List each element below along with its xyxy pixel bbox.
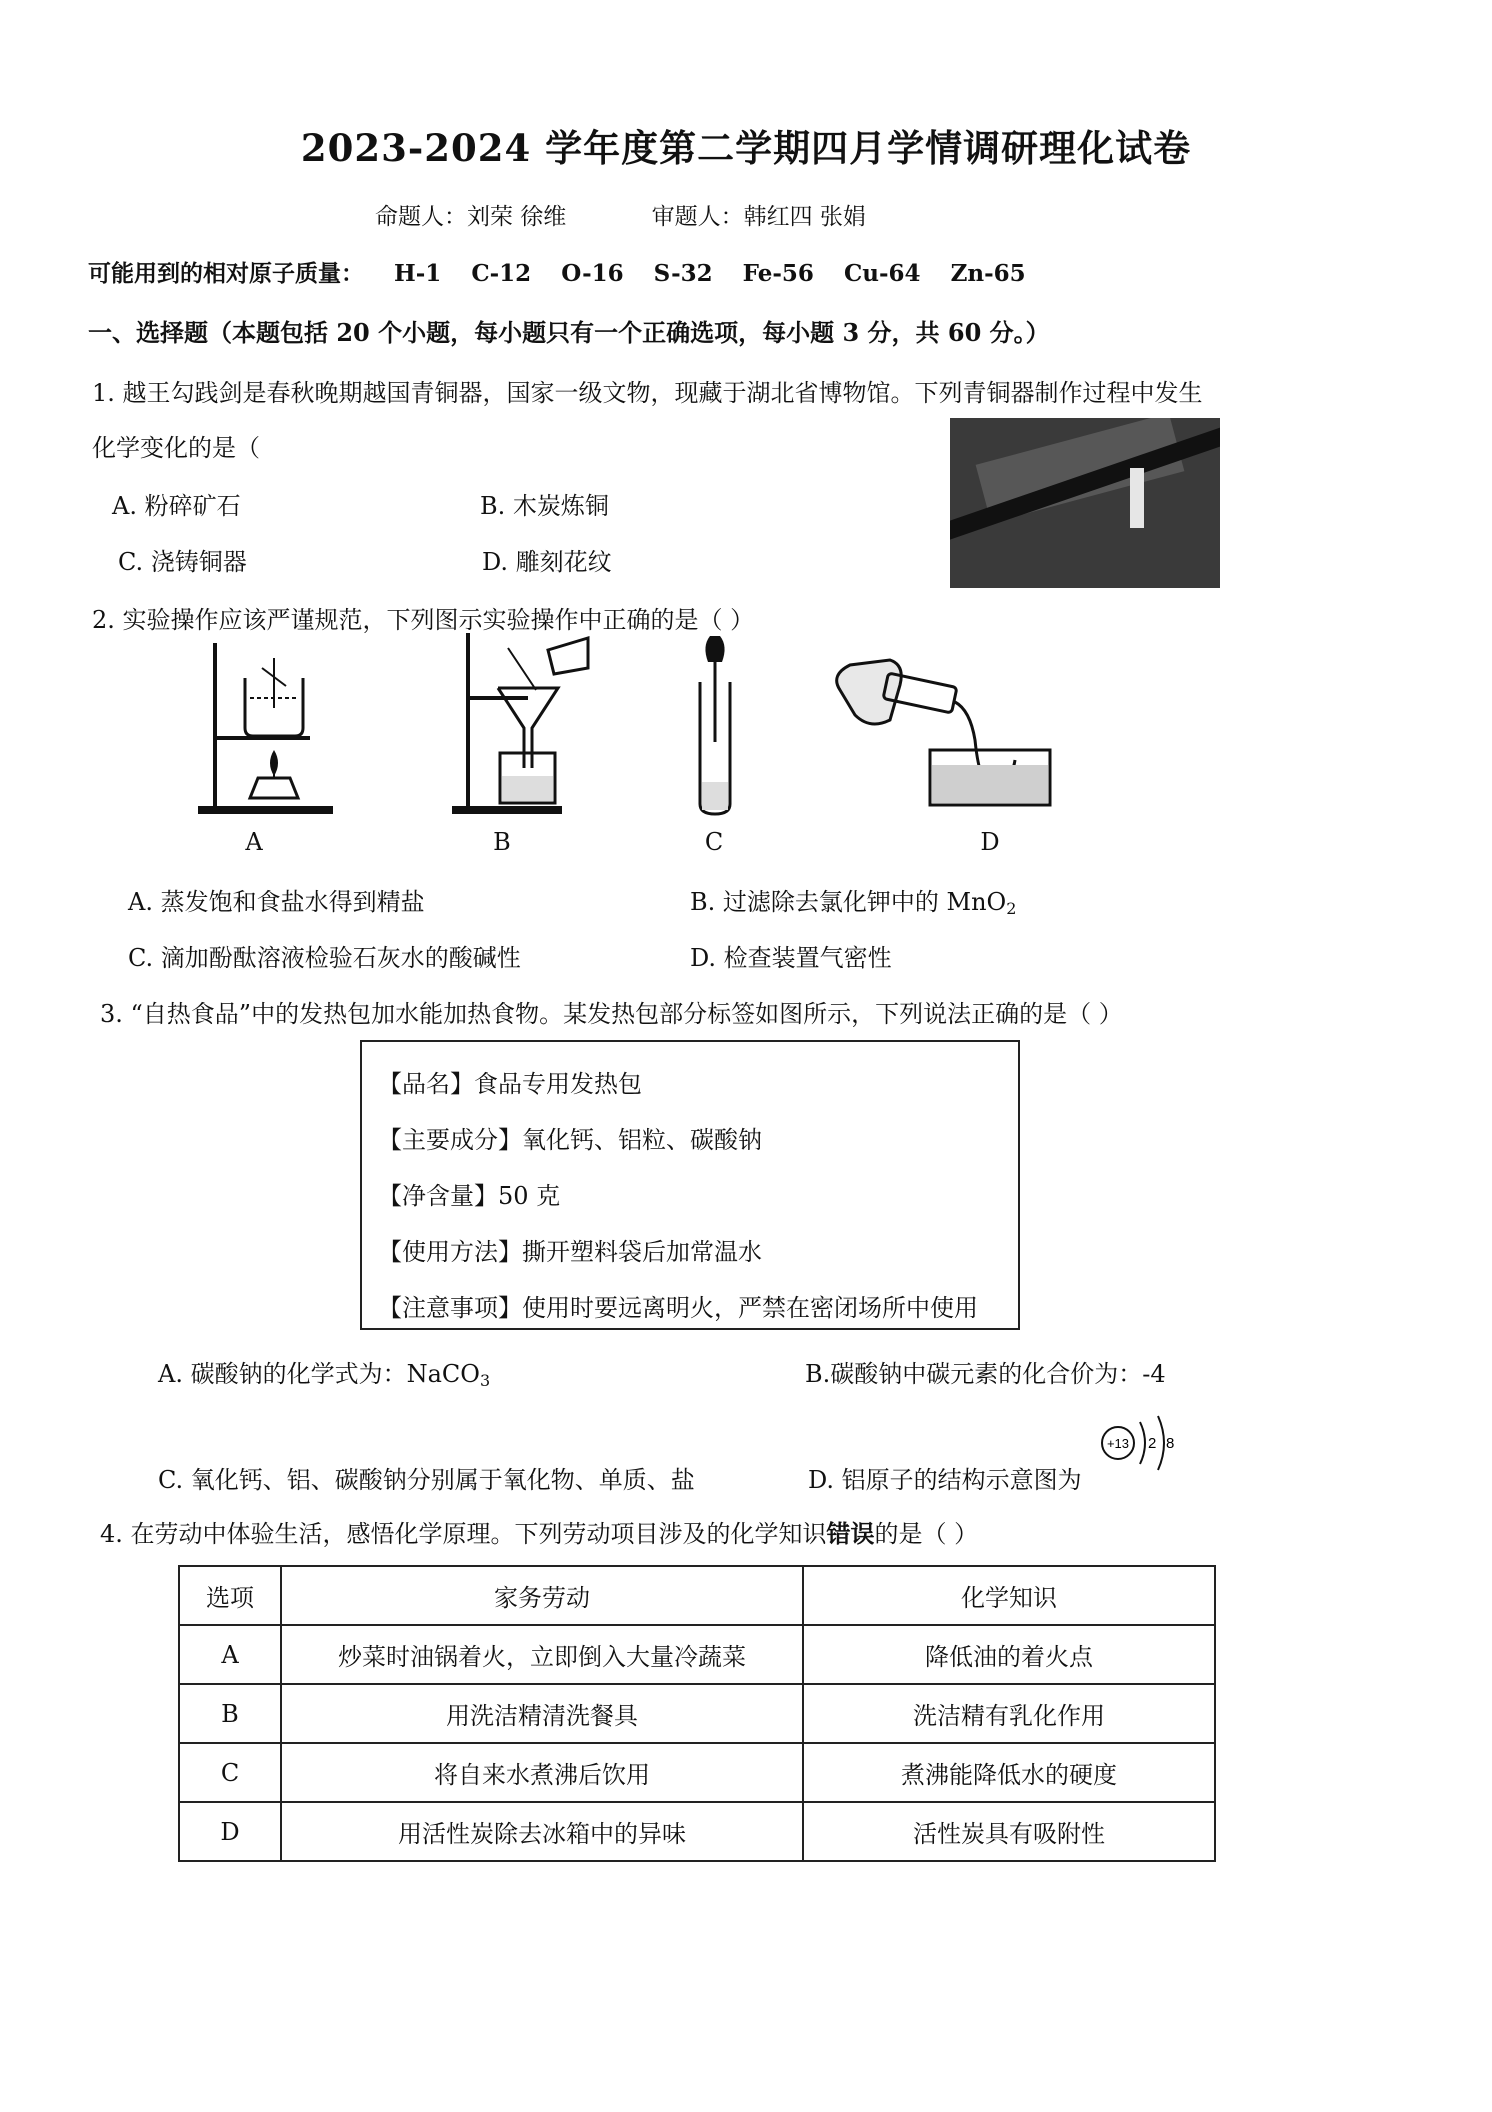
- q3-option-a-subscript: 3: [479, 1371, 491, 1390]
- label-line-usage: 【使用方法】撕开塑料袋后加常温水: [378, 1238, 762, 1266]
- q2-option-a: A. 蒸发饱和食盐水得到精盐: [128, 888, 425, 916]
- q3-option-c: C. 氧化钙、铝、碳酸钠分别属于氧化物、单质、盐: [158, 1466, 695, 1494]
- table-cell: 洗洁精有乳化作用: [803, 1684, 1215, 1743]
- q3-option-a-text: A. 碳酸钠的化学式为：NaCO: [158, 1360, 480, 1388]
- table-header-cell: 选项: [179, 1566, 281, 1625]
- exam-title: 2023-2024 学年度第二学期四月学情调研理化试卷: [300, 126, 1192, 170]
- table-cell: 用活性炭除去冰箱中的异味: [281, 1802, 803, 1861]
- label-line-precautions: 【注意事项】使用时要远离明火，严禁在密闭场所中使用: [378, 1294, 978, 1322]
- q3-option-a: [158, 1354, 490, 1390]
- q2-option-c: C. 滴加酚酞溶液检验石灰水的酸碱性: [128, 944, 521, 972]
- section-heading: 一、选择题（本题包括 20 个小题，每小题只有一个正确选项，每小题 3 分，共 60 分。）: [88, 318, 1050, 347]
- q3-option-d: D. 铝原子的结构示意图为: [808, 1466, 1082, 1494]
- table-cell: 将自来水煮沸后饮用: [281, 1743, 803, 1802]
- atomic-mass-item: Cu-64: [843, 260, 921, 287]
- q2-option-b-subscript: 2: [1006, 899, 1017, 918]
- table-header-cell: 化学知识: [803, 1566, 1215, 1625]
- aluminum-atom-diagram: [1100, 1410, 1190, 1476]
- table-row: [179, 1802, 1215, 1861]
- figure-b-label: B: [493, 828, 511, 856]
- q1-option-c: C. 浇铸铜器: [118, 548, 247, 576]
- table-cell: 活性炭具有吸附性: [803, 1802, 1215, 1861]
- table-cell: 降低油的着火点: [803, 1625, 1215, 1684]
- q4-stem-post: 的是（ ）: [874, 1520, 979, 1548]
- figure-c-dropper: [680, 632, 750, 822]
- q2-stem: 2. 实验操作应该严谨规范，下列图示实验操作中正确的是（ ）: [92, 606, 755, 634]
- q4-stem: [100, 1514, 978, 1549]
- figure-d-label: D: [980, 828, 1000, 856]
- q1-option-b: B. 木炭炼铜: [480, 492, 609, 520]
- atomic-masses: [88, 255, 1026, 288]
- atomic-mass-item: S-32: [653, 260, 713, 287]
- q4-stem-emphasis: 错误: [826, 1519, 875, 1548]
- table-cell: B: [179, 1684, 281, 1743]
- table-row: [179, 1684, 1215, 1743]
- atomic-masses-label: 可能用到的相对原子质量：: [88, 260, 364, 287]
- figure-a-label: A: [245, 828, 263, 856]
- label-line-net-weight: 【净含量】50 克: [378, 1182, 561, 1210]
- figure-d-airtightness: [830, 640, 1060, 820]
- q3-stem: 3. “自热食品”中的发热包加水能加热食物。某发热包部分标签如图所示，下列说法正确的是（ ）: [100, 1000, 1123, 1028]
- label-line-name: 【品名】食品专用发热包: [378, 1070, 642, 1098]
- q1-stem-line1: 1. 越王勾践剑是春秋晚期越国青铜器，国家一级文物，现藏于湖北省博物馆。下列青铜器制作过程中发生: [92, 379, 1203, 407]
- q4-table: [178, 1565, 1216, 1862]
- atomic-mass-item: H-1: [394, 260, 442, 287]
- atom-shell-1-electrons: 2: [1148, 1435, 1157, 1452]
- q2-option-b-text: B. 过滤除去氯化钾中的 MnO: [690, 888, 1007, 916]
- table-cell: 煮沸能降低水的硬度: [803, 1743, 1215, 1802]
- table-cell: A: [179, 1625, 281, 1684]
- table-row: [179, 1743, 1215, 1802]
- atomic-mass-item: O-16: [561, 260, 624, 287]
- question-setters: 命题人：刘荣 徐维: [375, 204, 567, 230]
- question-reviewers: 审题人：韩红四 张娟: [651, 204, 866, 230]
- table-row: [179, 1625, 1215, 1684]
- figure-c-label: C: [704, 828, 724, 856]
- heating-pack-label: [360, 1040, 1020, 1330]
- q4-stem-pre: 4. 在劳动中体验生活，感悟化学原理。下列劳动项目涉及的化学知识: [100, 1520, 827, 1548]
- q1-option-a: A. 粉碎矿石: [112, 492, 241, 520]
- bronze-sword-photo: [950, 418, 1220, 588]
- table-cell: 炒菜时油锅着火，立即倒入大量冷蔬菜: [281, 1625, 803, 1684]
- atomic-mass-item: C-12: [471, 260, 532, 287]
- q1-option-d: D. 雕刻花纹: [482, 548, 612, 576]
- table-header-cell: 家务劳动: [281, 1566, 803, 1625]
- atomic-mass-item: Fe-56: [742, 260, 814, 287]
- figure-b-filtration: [448, 628, 598, 818]
- table-cell: 用洗洁精清洗餐具: [281, 1684, 803, 1743]
- authors-line: [375, 198, 944, 231]
- q2-option-d: D. 检查装置气密性: [690, 944, 892, 972]
- table-cell: D: [179, 1802, 281, 1861]
- table-cell: C: [179, 1743, 281, 1802]
- q3-option-b: B.碳酸钠中碳元素的化合价为：-4: [805, 1360, 1166, 1388]
- label-line-ingredients: 【主要成分】氧化钙、铝粒、碳酸钠: [378, 1126, 762, 1154]
- atom-shell-2-electrons: 8: [1166, 1435, 1175, 1452]
- q2-option-b: [690, 882, 1016, 918]
- q1-stem-line2: 化学变化的是（: [92, 434, 260, 462]
- atom-nucleus-charge: +13: [1106, 1436, 1130, 1451]
- figure-a-evaporation: [190, 638, 340, 818]
- atomic-mass-item: Zn-65: [950, 260, 1026, 287]
- table-header-row: [179, 1566, 1215, 1625]
